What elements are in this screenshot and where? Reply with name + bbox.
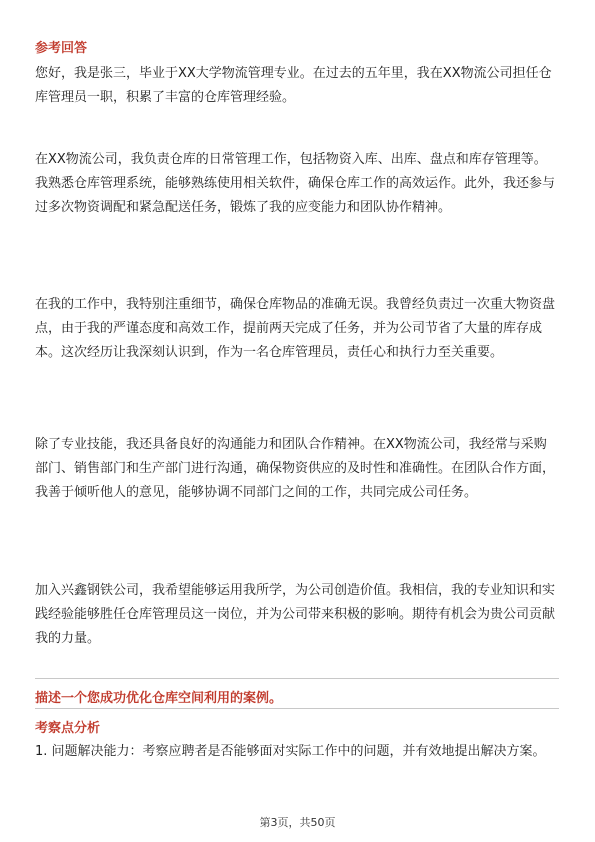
answer-paragraph-1: 您好，我是张三，毕业于XX大学物流管理专业。在过去的五年里，我在XX物流公司担任仓库管理员一职，积累了丰富的仓库管理经验。 [35,66,552,105]
section-divider-top [35,678,559,679]
analysis-label: 考察点分析 [35,721,101,736]
section-divider-bottom [35,708,559,709]
answer-paragraph-2: 在XX物流公司，我负责仓库的日常管理工作，包括物资入库、出库、盘点和库存管理等。我熟悉仓库管理系统，能够熟练使用相关软件，确保仓库工作的高效运作。此外，我还参与过多次物资调配和紧急配送任务，锻炼了我的应变能力和团队协作精神。 [35,152,556,215]
answer-paragraph-4: 除了专业技能，我还具备良好的沟通能力和团队合作精神。在XX物流公司，我经常与采购部门、销售部门和生产部门进行沟通，确保物资供应的及时性和准确性。在团队合作方面，我善于倾听他人的意见，能够协调不同部门之间的工作，共同完成公司任务。 [35,437,556,500]
answer-paragraph-3: 在我的工作中，我特别注重细节，确保仓库物品的准确无误。我曾经负责过一次重大物资盘点，由于我的严谨态度和高效工作，提前两天完成了任务，并为公司节省了大量的库存成本。这次经历让我深刻认识到，作为一名仓库管理员，责任心和执行力至关重要。 [35,297,556,360]
reference-answer-label: 参考回答 [35,41,88,56]
answer-paragraph-5: 加入兴鑫钢铁公司，我希望能够运用我所学，为公司创造价值。我相信，我的专业知识和实践经验能够胜任仓库管理员这一岗位，并为公司带来积极的影响。期待有机会为贵公司贡献我的力量。 [35,583,556,646]
analysis-point-1: 1. 问题解决能力：考察应聘者是否能够面对实际工作中的问题，并有效地提出解决方案。 [35,744,546,759]
page-number: 第3页，共50页 [259,816,336,829]
question-title: 描述一个您成功优化仓库空间利用的案例。 [35,691,283,706]
